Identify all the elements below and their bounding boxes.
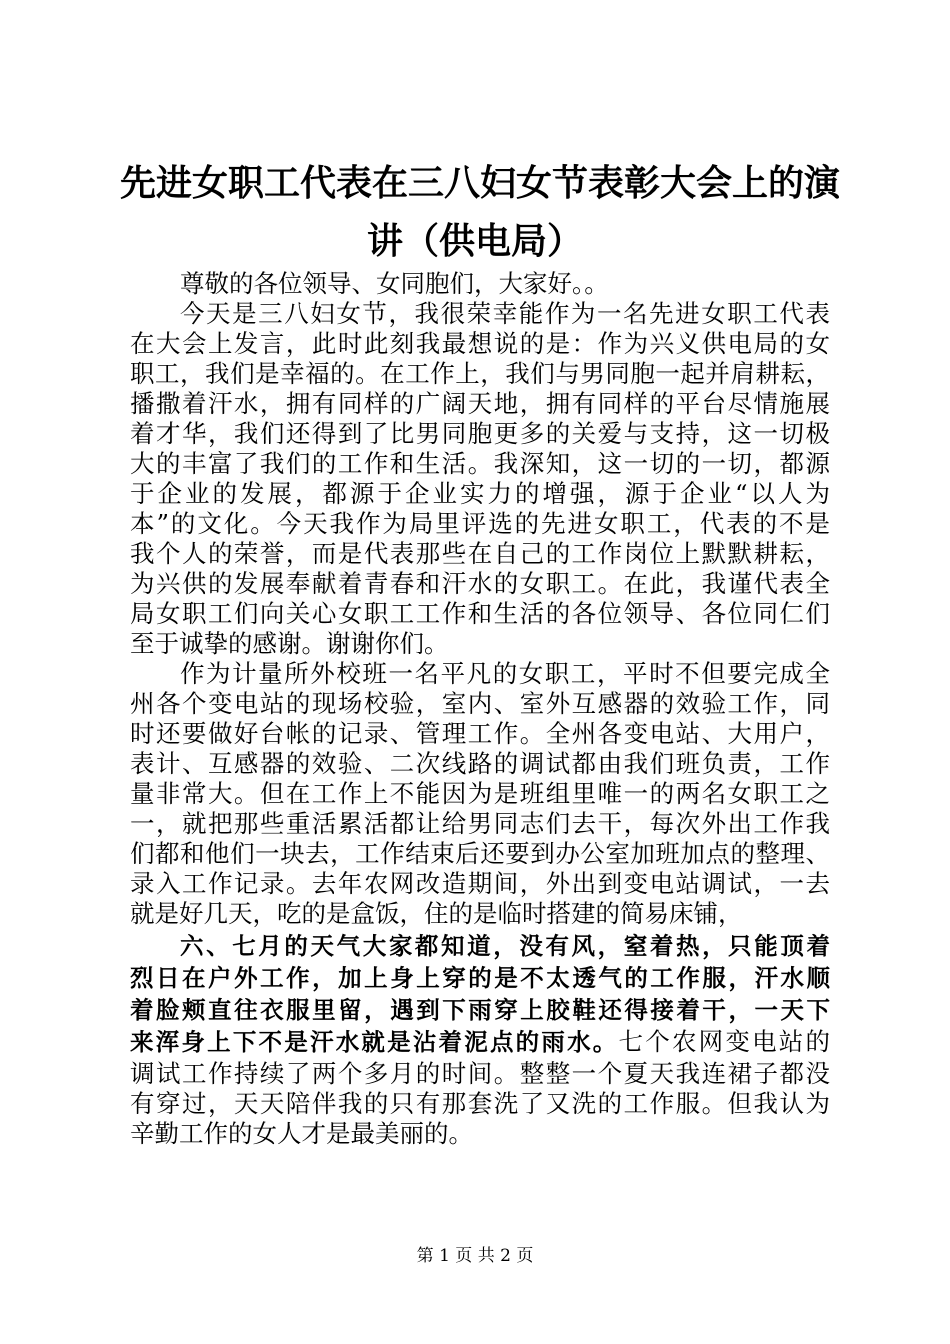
paragraph-line: 作为计量所外校班一名平凡的女职工，平时不但要完成全	[180, 659, 830, 688]
paragraph-line: 时还要做好台帐的记录、管理工作。全州各变电站、大用户，	[130, 719, 830, 748]
paragraph-line-bold	[130, 963, 830, 993]
paragraph-line: 们都和他们一块去，工作结束后还要到办公室加班加点的整理、	[130, 839, 830, 868]
paragraph-line: 职工，我们是幸福的。在工作上，我们与男同胞一起并肩耕耘，	[130, 359, 830, 388]
bold-text: 来浑身上下不是汗水就是沾着泥点的雨水。	[130, 1028, 619, 1056]
paragraph-line: 表计、互感器的效验、二次线路的调试都由我们班负责，工作	[130, 749, 830, 778]
paragraph-line-bold	[130, 995, 830, 1025]
paragraph-line: 大的丰富了我们的工作和生活。我深知，这一切的一切，都源	[130, 449, 830, 478]
paragraph-line: 着才华，我们还得到了比男同胞更多的关爱与支持，这一切极	[130, 419, 830, 448]
normal-text: 七个农网变电站的	[618, 1027, 831, 1056]
bold-text: 六、七月的天气大家都知道，没有风，窒着热，只能顶着	[180, 932, 830, 960]
paragraph-line: 本”的文化。今天我作为局里评选的先进女职工，代表的不是	[130, 509, 830, 538]
paragraph-line: 辛勤工作的女人才是最美丽的。	[130, 1119, 473, 1148]
bold-text: 着脸颊直往衣服里留，遇到下雨穿上胶鞋还得接着干，一天下	[130, 996, 830, 1024]
paragraph-line: 至于诚挚的感谢。谢谢你们。	[130, 629, 449, 658]
paragraph-line: 量非常大。但在工作上不能因为是班组里唯一的两名女职工之	[130, 779, 830, 808]
bold-text: 烈日在户外工作，加上身上穿的是不太透气的工作服，汗水顺	[130, 964, 830, 992]
paragraph-line: 播撒着汗水，拥有同样的广阔天地，拥有同样的平台尽情施展	[130, 389, 830, 418]
paragraph-line: 录入工作记录。去年农网改造期间，外出到变电站调试，一去	[130, 869, 830, 898]
paragraph-line: 调试工作持续了两个多月的时间。整整一个夏天我连裙子都没	[130, 1059, 830, 1088]
paragraph-line: 在大会上发言，此时此刻我最想说的是：作为兴义供电局的女	[130, 329, 830, 358]
document-title-line-2: 讲（供电局）	[366, 220, 583, 262]
paragraph-line: 于企业的发展，都源于企业实力的增强，源于企业“以人为	[130, 479, 830, 508]
greeting-line: 尊敬的各位领导、女同胞们，大家好。。	[180, 269, 609, 298]
document-title-line-1: 先进女职工代表在三八妇女节表彰大会上的演	[120, 162, 841, 204]
paragraph-line: 就是好几天，吃的是盒饭，住的是临时搭建的简易床铺，	[130, 899, 743, 928]
paragraph-line: 有穿过，天天陪伴我的只有那套洗了又洗的工作服。但我认为	[130, 1089, 830, 1118]
paragraph-line: 今天是三八妇女节，我很荣幸能作为一名先进女职工代表	[180, 299, 830, 328]
paragraph-line: 局女职工们向关心女职工工作和生活的各位领导、各位同仁们	[130, 599, 830, 628]
page-footer: 第 1 页 共 2 页	[416, 1246, 534, 1266]
paragraph-line: 为兴供的发展奉献着青春和汗水的女职工。在此，我谨代表全	[130, 569, 830, 598]
paragraph-line: 我个人的荣誉，而是代表那些在自己的工作岗位上默默耕耘，	[130, 539, 830, 568]
paragraph-line: 州各个变电站的现场校验，室内、室外互感器的效验工作，同	[130, 689, 830, 718]
paragraph-line-bold	[180, 931, 830, 961]
paragraph-line: 一，就把那些重活累活都让给男同志们去干，每次外出工作我	[130, 809, 830, 838]
paragraph-line-mixed	[130, 1027, 830, 1057]
